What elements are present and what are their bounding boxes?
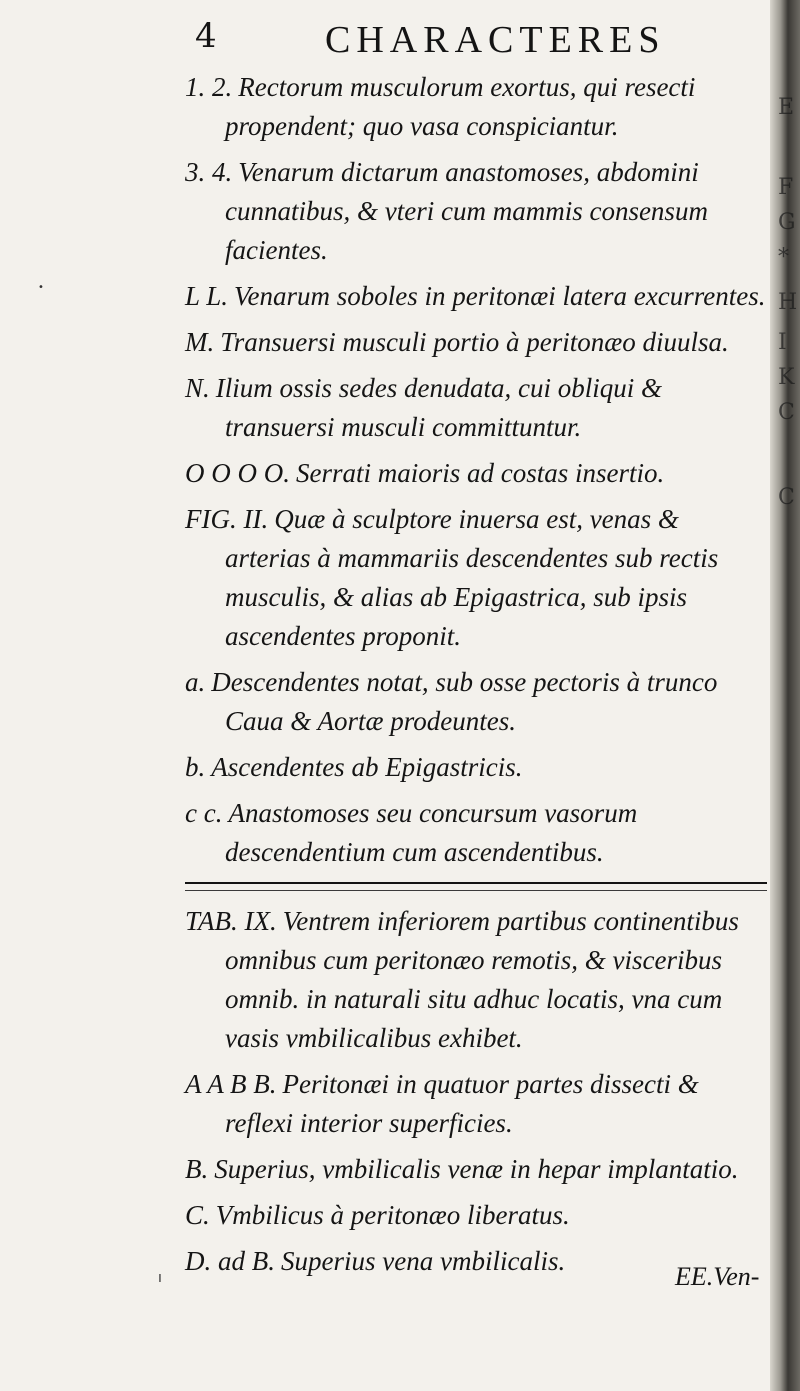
entry-key: b. (185, 752, 206, 782)
entry-text: Venarum soboles in peritonæi latera excurrentes. (234, 281, 766, 311)
ink-speck: ı (158, 1270, 162, 1286)
gutter-letter: G (778, 210, 796, 235)
legend-entry (185, 277, 770, 316)
entry-text: Transuersi musculi portio à peritonæo diuulsa. (220, 327, 729, 357)
page-header (0, 10, 770, 70)
legend-entry (185, 153, 770, 270)
entry-text: Rectorum musculorum exortus, qui resecti propendent; quo vasa conspiciantur. (225, 72, 696, 141)
catchword: EE.Ven- (675, 1262, 760, 1291)
page-number: 4 (195, 16, 217, 56)
entry-text: Vmbilicus à peritonæo liberatus. (215, 1200, 570, 1230)
legend-entry (185, 68, 770, 146)
ink-speck: • (38, 282, 44, 293)
entry-text: Venarum dictarum anastomoses, abdomini cunnatibus, & vteri cum mammis consensum facientes. (225, 157, 708, 265)
entry-key: FIG. II. (185, 504, 269, 534)
entry-key: N. (185, 373, 210, 403)
entry-text: Anastomoses seu concursum vasorum descendentium cum ascendentibus. (225, 798, 638, 867)
legend-entry (185, 902, 770, 1058)
section-divider (185, 882, 767, 884)
legend-entry (185, 748, 770, 787)
entry-key: C. (185, 1200, 210, 1230)
legend-section-1 (185, 68, 770, 879)
legend-entry (185, 454, 770, 493)
gutter-letter: C (778, 400, 795, 425)
legend-entry (185, 500, 770, 656)
entry-key: A A B B. (185, 1069, 277, 1099)
entry-text: Superius, vmbilicalis venæ in hepar implantatio. (214, 1154, 739, 1184)
entry-key: 1. 2. (185, 72, 233, 102)
entry-text: Ascendentes ab Epigastricis. (211, 752, 523, 782)
entry-text: Superius vena vmbilicalis. (281, 1246, 566, 1276)
gutter-letter: F (778, 175, 794, 200)
entry-text: Ventrem inferiorem partibus continentibus omnibus cum peritonæo remotis, & visceribus omnib. in naturali situ adhuc locatis, vna cum vasis vmbilicalibus exhibet. (225, 906, 739, 1053)
entry-key: c c. (185, 798, 223, 828)
gutter-letter: I (778, 330, 787, 355)
gutter-letter: K (778, 365, 795, 390)
gutter-letter: C (778, 485, 795, 510)
entry-text: Serrati maioris ad costas insertio. (296, 458, 665, 488)
entry-text: Quæ à sculptore inuersa est, venas & arterias à mammariis descendentes sub rectis musculis, & alias ab Epigastrica, sub ipsis ascendentes proponit. (225, 504, 719, 651)
entry-key: M. (185, 327, 215, 357)
legend-section-2 (185, 902, 770, 1288)
entry-key: TAB. IX. (185, 906, 277, 936)
legend-entry (185, 794, 770, 872)
running-title: CHARACTERES (325, 19, 666, 61)
entry-text: Descendentes notat, sub osse pectoris à trunco Caua & Aortæ prodeuntes. (211, 667, 718, 736)
gutter-letter: * (778, 245, 789, 270)
legend-entry (185, 663, 770, 741)
entry-key: B. (185, 1154, 209, 1184)
entry-key: 3. 4. (185, 157, 233, 187)
entry-text: Ilium ossis sedes denudata, cui obliqui & transuersi musculi committuntur. (215, 373, 662, 442)
entry-text: Peritonæi in quatuor partes dissecti & reflexi interior superficies. (225, 1069, 699, 1138)
legend-entry (185, 1196, 770, 1235)
entry-key: D. ad B. (185, 1246, 275, 1276)
gutter-letter: E (778, 95, 795, 120)
gutter-letter: H (778, 290, 798, 315)
entry-key: O O O O. (185, 458, 290, 488)
legend-entry (185, 1150, 770, 1189)
facing-page-edge (770, 0, 800, 1391)
legend-entry (185, 323, 770, 362)
legend-entry (185, 369, 770, 447)
entry-key: L L. (185, 281, 229, 311)
legend-entry (185, 1065, 770, 1143)
section-divider-thin (185, 890, 767, 891)
entry-key: a. (185, 667, 206, 697)
